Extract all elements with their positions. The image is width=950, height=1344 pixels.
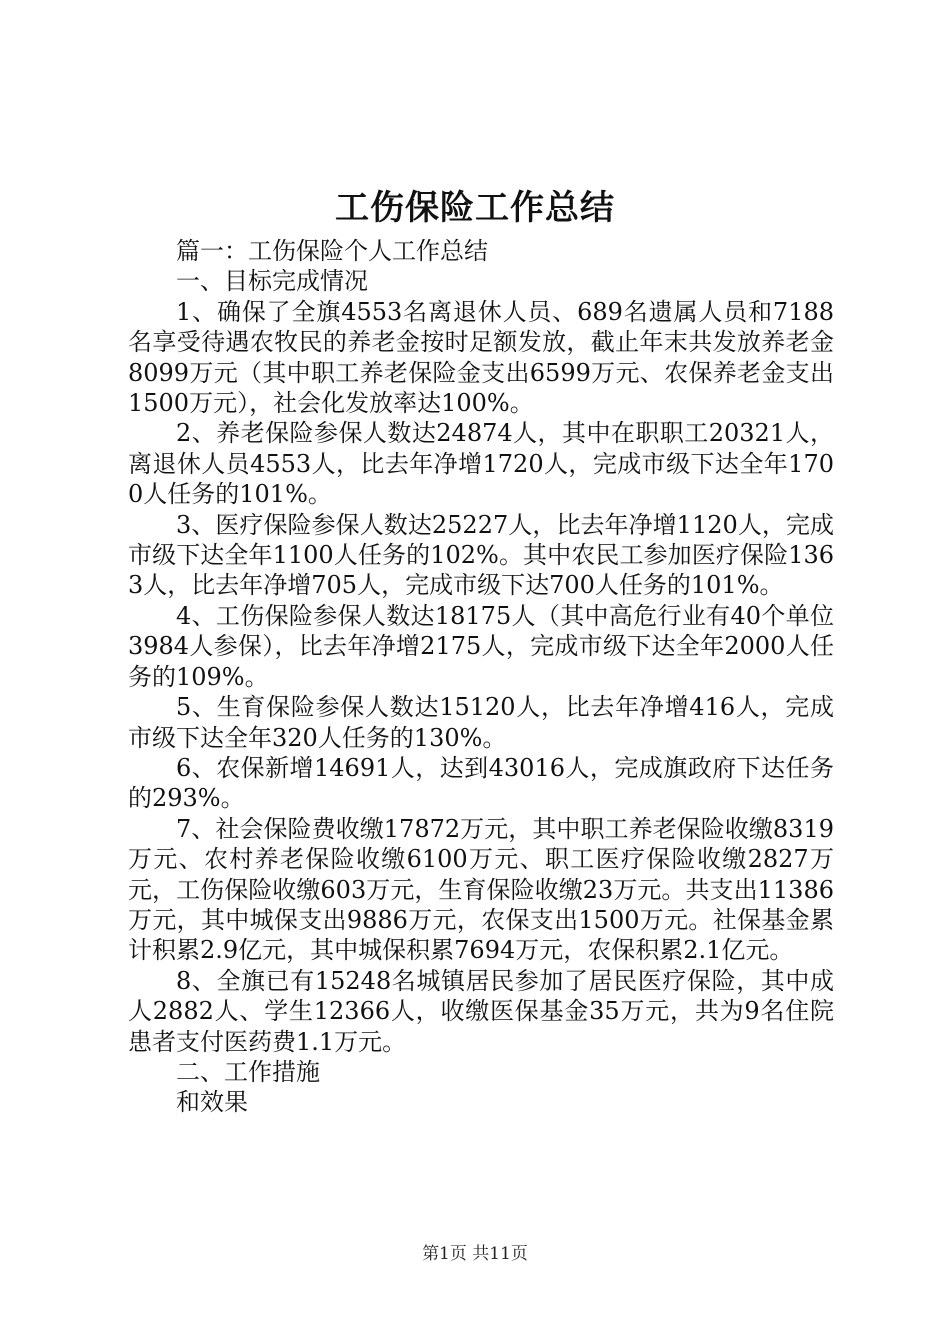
paragraph-item-8: 8、全旗已有15248名城镇居民参加了居民医疗保险，其中成人2882人、学生12366人，收缴医保基金35万元，共为9名住院患者支付医药费1.1万元。 xyxy=(128,966,834,1056)
paragraph-item-3: 3、医疗保险参保人数达25227人，比去年净增1120人，完成市级下达全年1100人任务的102%。其中农民工参加医疗保险1363人，比去年净增705人，完成市级下达700人任务的101%。 xyxy=(128,510,834,600)
paragraph-heading-goals: 一、目标完成情况 xyxy=(176,267,368,296)
paragraph-item-7: 7、社会保险费收缴17872万元，其中职工养老保险收缴8319万元、农村养老保险收缴6100万元、职工医疗保险收缴2827万元，工伤保险收缴603万元，生育保险收缴23万元。共支出11386万元，其中城保支出9886万元，农保支出1500万元。社保基金累计积累2.9亿元，其中城保积累7694万元，农保积累2.1亿元。 xyxy=(128,814,834,965)
paragraph-heading-measures: 二、工作措施 xyxy=(176,1057,320,1086)
paragraph-item-1: 1、确保了全旗4553名离退休人员、689名遗属人员和7188名享受待遇农牧民的养老金按时足额发放，截止年末共发放养老金8099万元（其中职工养老保险金支出6599万元、农保养老金支出1500万元），社会化发放率达100%。 xyxy=(128,297,834,418)
paragraph-section-heading: 篇一：工伤保险个人工作总结 xyxy=(176,237,488,265)
paragraph-item-5: 5、生育保险参保人数达15120人，比去年净增416人，完成市级下达全年320人任务的130%。 xyxy=(128,693,834,752)
page-number-footer: 第1页 共11页 xyxy=(422,1244,528,1264)
document-body xyxy=(128,236,834,1118)
document-title: 工伤保险工作总结 xyxy=(335,188,615,228)
paragraph-item-6: 6、农保新增14691人，达到43016人，完成旗政府下达任务的293%。 xyxy=(128,753,834,813)
paragraph-item-4: 4、工伤保险参保人数达18175人（其中高危行业有40个单位3984人参保），比去年净增2175人，完成市级下达全年2000人任务的109%。 xyxy=(128,601,834,691)
paragraph-continuation: 和效果 xyxy=(176,1088,248,1117)
paragraph-item-2: 2、养老保险参保人数达24874人，其中在职职工20321人，离退休人员4553人，比去年净增1720人，完成市级下达全年1700人任务的101%。 xyxy=(128,419,834,509)
